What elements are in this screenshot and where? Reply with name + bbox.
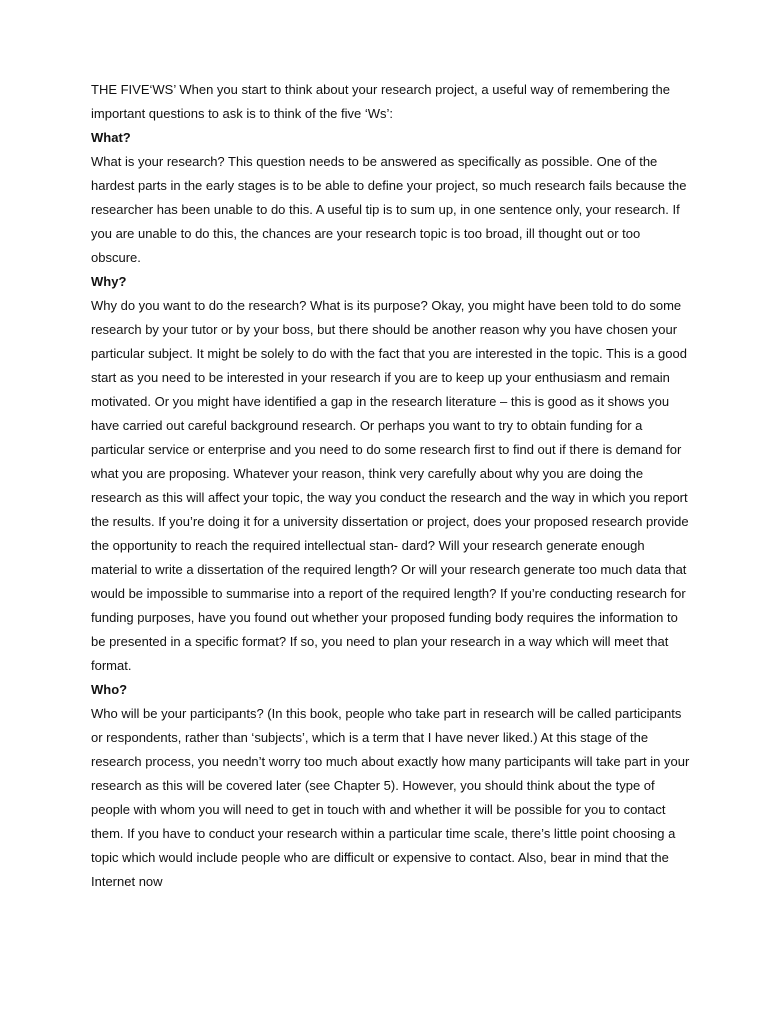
- heading-who: Who?: [91, 682, 128, 697]
- heading-why: Why?: [91, 274, 127, 289]
- paragraph-who: Who will be your participants? (In this book, people who take part in research will be called participants or respondents, rather than ‘subjects’, which is a term that I have never liked.) At this stage of the research process, you needn’t worry too much about exactly how many participants will take part in your research as this will be covered later (see Chapter 5). However, you should think about the type of people with whom you will need to get in touch with and whether it will be possible for you to contact them. If you have to conduct your research within a particular time scale, there’s little point choosing a topic which would include people who are difficult or expensive to contact. Also, bear in mind that the Internet now: [91, 706, 690, 889]
- intro-paragraph: THE FIVE‘WS’ When you start to think about your research project, a useful way of remembering the important questions to ask is to think of the five ‘Ws’:: [91, 82, 670, 121]
- paragraph-what: What is your research? This question needs to be answered as specifically as possible. One of the hardest parts in the early stages is to be able to define your project, so much research fails because the researcher has been unable to do this. A useful tip is to sum up, in one sentence only, your research. If you are unable to do this, the chances are your research topic is too broad, ill thought out or too obscure.: [91, 154, 687, 265]
- document-page: [91, 78, 691, 894]
- paragraph-why: Why do you want to do the research? What is its purpose? Okay, you might have been told to do some research by your tutor or by your boss, but there should be another reason why you have chosen your particular subject. It might be solely to do with the fact that you are interested in the topic. This is a good start as you need to be interested in your research if you are to keep up your enthusiasm and remain motivated. Or you might have identified a gap in the research literature – this is good as it shows you have carried out careful background research. Or perhaps you want to try to obtain funding for a particular service or enterprise and you need to do some research first to find out if there is demand for what you are proposing. Whatever your reason, think very carefully about why you are doing the research as this will affect your topic, the way you conduct the research and the way in which you report the results. If you’re doing it for a university dissertation or project, does your proposed research provide the opportunity to reach the required intellectual stan- dard? Will your research generate enough material to write a dissertation of the required length? Or will your research generate too much data that would be impossible to summarise into a report of the required length? If you’re conducting research for funding purposes, have you found out whether your proposed funding body requires the information to be presented in a specific format? If so, you need to plan your research in a way which will meet that format.: [91, 298, 689, 673]
- heading-what: What?: [91, 130, 131, 145]
